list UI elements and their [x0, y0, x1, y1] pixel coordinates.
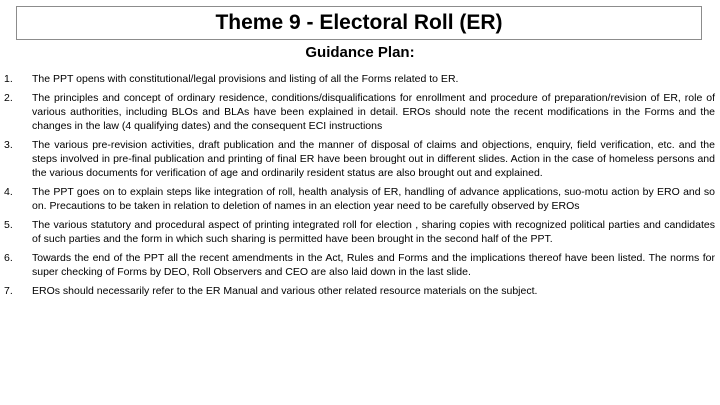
list-item	[4, 218, 715, 246]
list-item	[4, 72, 715, 86]
guidance-plan-list	[4, 72, 715, 302]
list-item-text: EROs should necessarily refer to the ER Manual and various other related resource materials on the subject.	[32, 284, 538, 297]
list-item-number: 5.	[4, 218, 13, 231]
list-item-number: 2.	[4, 91, 13, 104]
guidance-plan-heading: Guidance Plan:	[305, 44, 415, 61]
list-item	[4, 284, 715, 298]
list-item-number: 4.	[4, 185, 13, 198]
list-item-text: The PPT opens with constitutional/legal provisions and listing of all the Forms related to ER.	[32, 73, 459, 85]
list-item	[4, 251, 715, 279]
list-item-number: 3.	[4, 138, 13, 151]
list-item-text: The PPT goes on to explain steps like integration of roll, health analysis of ER, handling of advance applications, suo-motu action by ERO and so on. Precautions to be taken in relation to deletion of names in an election year need to be carefully observed by EROs	[32, 185, 715, 213]
list-item	[4, 91, 715, 134]
list-item-number: 1.	[4, 73, 13, 85]
list-item	[4, 185, 715, 213]
list-item-text: The various statutory and procedural aspect of printing integrated roll for election , sharing copies with recognized political parties and candidates of such parties and the form in which such sharing is permitted have been brought in the second half of the PPT.	[32, 218, 715, 246]
list-item-number: 6.	[4, 251, 13, 264]
list-item-text: The principles and concept of ordinary residence, conditions/disqualifications for enrollment and procedure of preparation/revision of ER, role of various authorities, including BLOs and BLAs have been explained in detail. EROs should note the recent modifications in the Forms and the changes in the law (4 qualifying dates) and the consequent ECI instructions	[32, 91, 715, 133]
list-item-text: Towards the end of the PPT all the recent amendments in the Act, Rules and Forms and the implications thereof have been listed. The norms for super checking of Forms by DEO, Roll Observers and CEO are also laid down in the last slide.	[32, 251, 715, 278]
title-box	[16, 6, 702, 40]
list-item-number: 7.	[4, 284, 13, 297]
list-item-text: The various pre-revision activities, draft publication and the manner of disposal of claims and objections, enquiry, field verification, etc. and the steps involved in pre-final publication and printing of final ER have been brought out in different slides. Action in the case of homeless persons and the various documents for verification of age and ordinarily resident status are also brought out and explained.	[32, 138, 715, 180]
list-item	[4, 138, 715, 181]
slide-title: Theme 9 - Electoral Roll (ER)	[215, 11, 503, 34]
